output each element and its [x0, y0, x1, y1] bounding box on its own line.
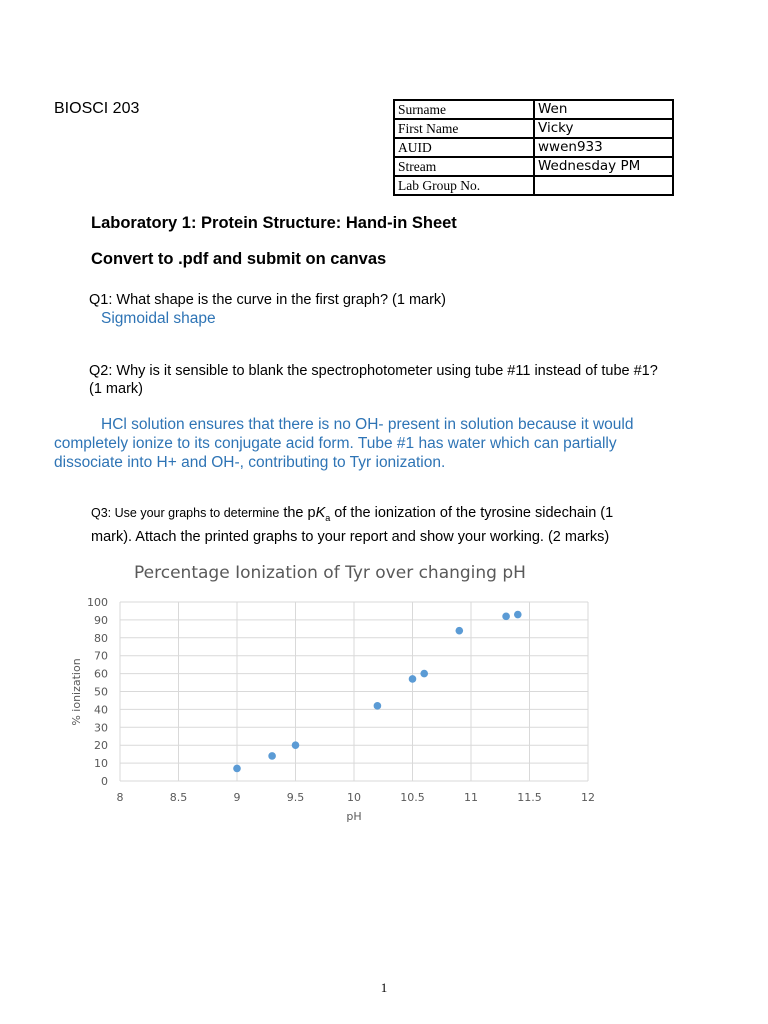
page-number: 1 — [380, 980, 388, 995]
q3-question — [91, 504, 711, 547]
x-tick-label: 9.5 — [286, 791, 305, 804]
x-tick-label: 8.5 — [169, 791, 188, 804]
q3-middle-a: the p — [279, 505, 316, 521]
y-tick-label: 50 — [94, 685, 108, 699]
table-value: Wednesday PM — [534, 157, 673, 176]
y-tick-label: 20 — [94, 739, 108, 753]
data-point — [502, 613, 510, 621]
data-point — [374, 702, 382, 710]
x-tick-label: 12 — [581, 791, 595, 804]
submit-instruction: Convert to .pdf and submit on canvas — [91, 250, 387, 268]
q2-answer-line1: HCl solution ensures that there is no OH- present in solution because it would — [101, 416, 634, 433]
y-tick-label: 60 — [94, 667, 108, 681]
table-label: Surname — [394, 100, 534, 119]
x-tick-label: 10.5 — [400, 791, 425, 804]
x-tick-labels — [117, 791, 596, 804]
q2-question-line1: Q2: Why is it sensible to blank the spectrophotometer using tube #11 instead of tube #1? — [89, 363, 658, 379]
data-point — [456, 627, 464, 635]
data-point — [268, 752, 276, 760]
q1-question: Q1: What shape is the curve in the first graph? (1 mark) — [89, 292, 447, 308]
table-label: Lab Group No. — [394, 176, 534, 195]
table-row — [394, 100, 673, 119]
y-tick-label: 70 — [94, 649, 108, 663]
ionization-chart — [0, 550, 768, 840]
y-tick-label: 30 — [94, 721, 108, 735]
data-point — [409, 675, 417, 683]
q3-k: K — [315, 505, 326, 521]
table-value — [534, 176, 673, 195]
y-tick-labels — [87, 596, 108, 788]
q3-prefix: Q3: Use your graphs to determine — [91, 506, 280, 520]
q2-answer-line3: dissociate into H+ and OH-, contributing to Tyr ionization. — [54, 454, 446, 471]
table-value: Wen — [534, 100, 673, 119]
q3-line2: mark). Attach the printed graphs to your report and show your working. (2 marks) — [91, 528, 610, 545]
x-tick-label: 10 — [347, 791, 361, 804]
table-row — [394, 176, 673, 195]
table-value: wwen933 — [534, 138, 673, 157]
x-axis-label: pH — [346, 810, 362, 823]
y-axis-label: % ionization — [70, 658, 83, 726]
x-tick-label: 11.5 — [517, 791, 542, 804]
data-point — [420, 670, 428, 678]
student-info-table — [393, 99, 674, 196]
data-point — [292, 741, 300, 749]
chart-gridlines — [120, 602, 588, 781]
y-tick-label: 80 — [94, 631, 108, 645]
q3-middle-b: of the ionization of the tyrosine sidechain (1 — [330, 505, 614, 521]
y-tick-label: 0 — [101, 775, 108, 788]
x-tick-label: 9 — [233, 791, 241, 804]
x-tick-label: 8 — [116, 791, 124, 804]
table-row — [394, 119, 673, 138]
table-value: Vicky — [534, 119, 673, 138]
y-tick-label: 40 — [94, 703, 108, 717]
table-row — [394, 157, 673, 176]
sheet-heading: Laboratory 1: Protein Structure: Hand-in Sheet — [91, 214, 457, 232]
chart-title: Percentage Ionization of Tyr over changing pH — [134, 563, 526, 583]
y-tick-label: 90 — [94, 613, 108, 627]
table-row — [394, 138, 673, 157]
q3-sub: a — [325, 512, 331, 523]
q1-answer: Sigmoidal shape — [101, 310, 216, 327]
data-point — [233, 765, 241, 773]
y-tick-label: 100 — [87, 596, 108, 609]
y-tick-label: 10 — [94, 757, 108, 771]
table-label: AUID — [394, 138, 534, 157]
course-code: BIOSCI 203 — [54, 100, 140, 117]
table-label: First Name — [394, 119, 534, 138]
q2-question-line2: (1 mark) — [89, 381, 143, 397]
data-point — [514, 611, 522, 619]
q2-answer-line2: completely ionize to its conjugate acid form. Tube #1 has water which can partially — [54, 435, 617, 452]
table-label: Stream — [394, 157, 534, 176]
x-tick-label: 11 — [464, 791, 478, 804]
